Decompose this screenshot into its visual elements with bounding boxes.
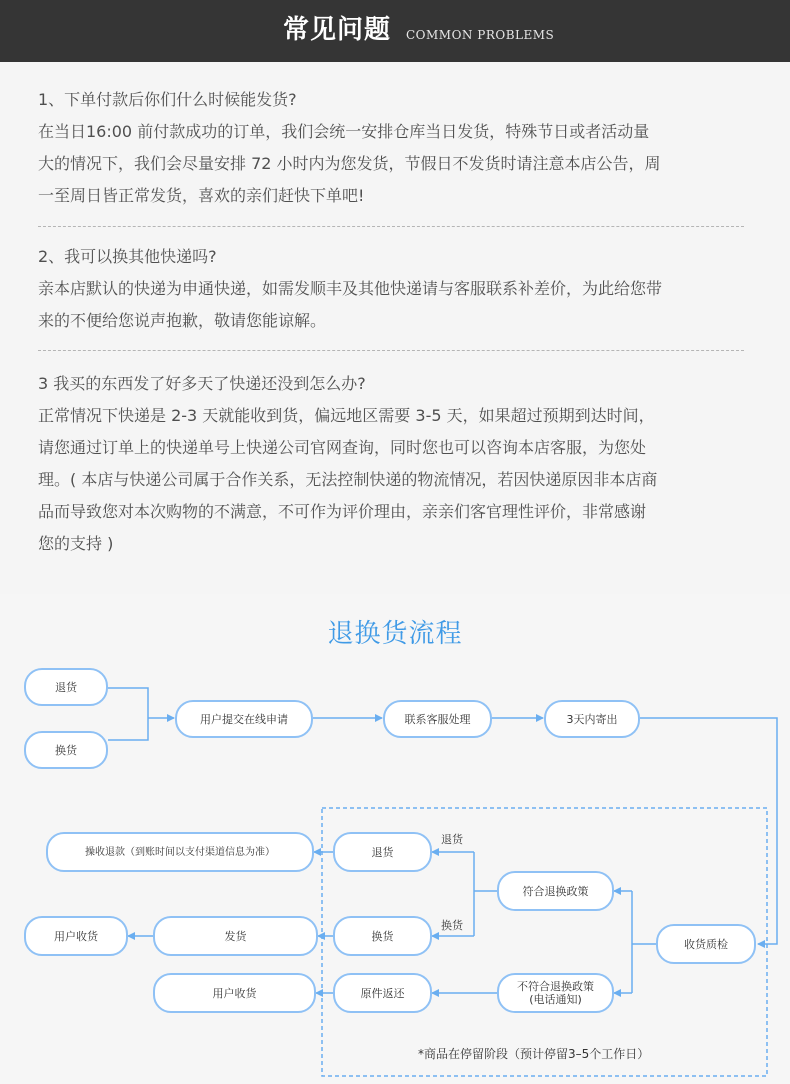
- faq-answer-line: 正常情况下快递是 2-3 天就能收到货，偏远地区需要 3-5 天，如果超过预期到达时间，: [38, 406, 655, 425]
- faq-answer-line: 一至周日皆正常发货，喜欢的亲们赶快下单吧!: [38, 186, 365, 205]
- return-original-node: 原件返还: [333, 973, 432, 1013]
- faq-answer-line: 大的情况下，我们会尽量安排 72 小时内为您发货，节假日不发货时请注意本店公告，周: [38, 154, 661, 173]
- edge-label-exchange: 换货: [441, 919, 463, 932]
- policy-noncompliant-node: [497, 973, 614, 1013]
- faq-question: 2、我可以换其他快递吗?: [38, 247, 217, 266]
- faq-answer-line: 在当日16:00 前付款成功的订单，我们会统一安排仓库当日发货，特殊节日或者活动量: [38, 122, 650, 141]
- flow-title: 退换货流程: [327, 619, 463, 649]
- policy-fail-label: 不符合退换政策: [517, 980, 594, 993]
- submit-online-application-node: 用户提交在线申请: [175, 700, 313, 738]
- faq-answer-line: 理。( 本店与快递公司属于合作关系，无法控制快递的物流情况，若因快递原因非本店商: [38, 470, 658, 489]
- faq-answer-line: 亲本店默认的快递为申通快递，如需发顺丰及其他快递请与客服联系补差价，为此给您带: [38, 279, 663, 298]
- faq-answer-line: 品而导致您对本次购物的不满意，不可作为评价理由，亲亲们客官理性评价，非常感谢: [38, 502, 647, 521]
- edge-label-return: 退货: [441, 833, 463, 846]
- exchange-start-node: 换货: [24, 731, 108, 769]
- policy-compliant-node: 符合退换政策: [497, 871, 614, 911]
- faq-answer-line: 您的支持 ): [38, 534, 114, 553]
- ship-within-3-days-node: 3天内寄出: [544, 700, 640, 738]
- receive-refund-node: 操收退款（到账时间以支付渠道信息为准）: [46, 832, 314, 872]
- faq-question: 1、下单付款后你们什么时候能发货?: [38, 90, 297, 109]
- user-receive-returned-node: 用户收货: [153, 973, 316, 1013]
- faq-question: 3 我买的东西发了好多天了快递还没到怎么办?: [38, 374, 366, 393]
- ship-goods-node: 发货: [153, 916, 318, 956]
- user-receive-node: 用户收货: [24, 916, 128, 956]
- return-start-node: 退货: [24, 668, 108, 706]
- faq-answer-line: 请您通过订单上的快递单号上快递公司官网查询，同时您也可以咨询本店客服，为您处: [38, 438, 647, 457]
- page-subtitle: COMMON PROBLEMS: [406, 28, 555, 42]
- phone-notify-label: (电话通知): [529, 993, 582, 1006]
- contact-service-node: 联系客服处理: [383, 700, 492, 738]
- quality-inspection-node: 收货质检: [656, 924, 756, 964]
- faq-answer-line: 来的不便给您说声抱歉，敬请您能谅解。: [38, 311, 327, 330]
- page-title: 常见问题: [283, 15, 392, 45]
- holding-stage-note: *商品在停留阶段（预计停留3–5个工作日）: [418, 1047, 650, 1061]
- return-node: 退货: [333, 832, 432, 872]
- exchange-node: 换货: [333, 916, 432, 956]
